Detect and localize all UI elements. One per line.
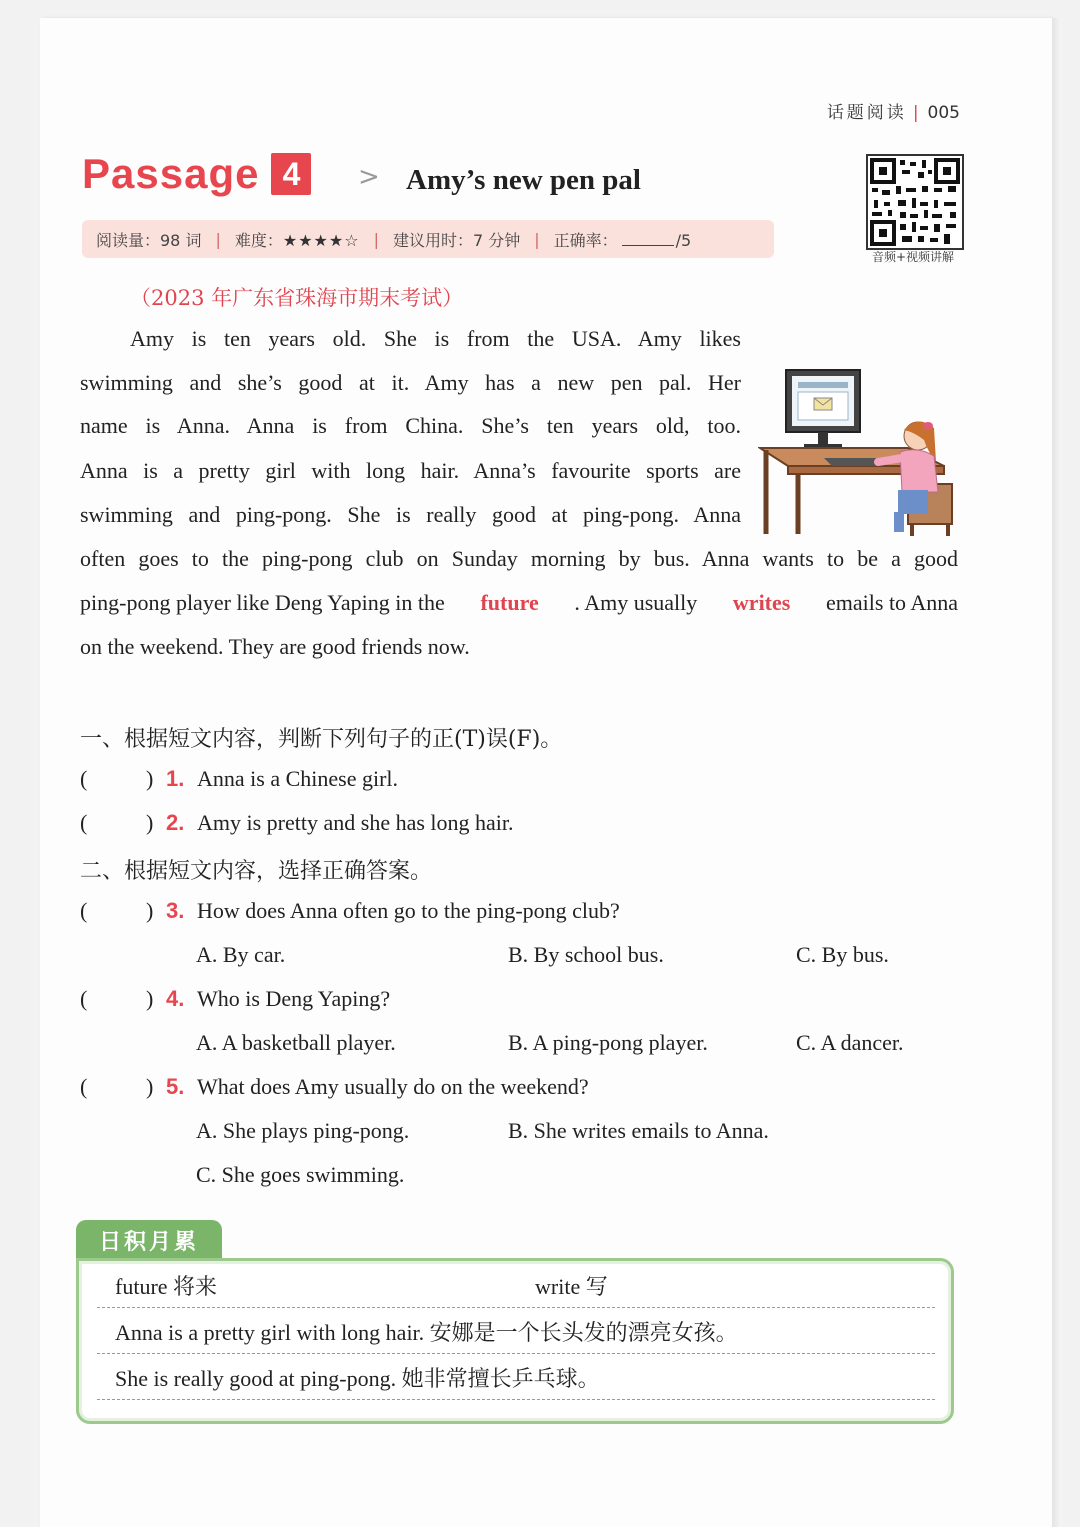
highlight-word-writes: writes [732,590,791,615]
header-divider: | [912,103,922,123]
difficulty [221,228,374,251]
chevron-right-icon: > [358,162,380,192]
accuracy-label: 正确率： [553,230,618,250]
passage-line-3: name is Anna. Anna is from China. She’s ten years old, too. [80,413,741,438]
question-number: 5. [166,1074,185,1099]
vocab-row [97,1353,935,1400]
question-text: Anna is a Chinese girl. [197,766,399,791]
suggested-time: 建议用时：7 分钟 [392,230,521,250]
vocab-box-title: 日积月累 [76,1220,222,1260]
answer-paren-close: ) [146,1074,154,1099]
vocab-sentence-2: She is really good at ping-pong. 她非常擅长乒乓球。 [115,1366,600,1391]
answer-paren-open[interactable]: ( [80,810,88,835]
girl-at-computer-illustration [758,366,958,536]
question-number: 3. [166,898,185,923]
option-c[interactable]: C. A dancer. [796,1030,904,1055]
vocab-sentence-1: Anna is a pretty girl with long hair. 安娜是一个长头发的漂亮女孩。 [115,1320,738,1345]
passage-number-badge: 4 [271,153,311,195]
option-b[interactable]: B. A ping-pong player. [508,1030,708,1055]
passage-heading [82,150,311,198]
answer-paren-open[interactable]: ( [80,1074,88,1099]
star-rating-icon: ★★★★☆ [282,230,360,250]
passage-label: Passage [82,150,260,197]
passage-line-5: swimming and ping-pong. She is really good at ping-pong. Anna [80,502,741,527]
answer-paren-open[interactable]: ( [80,986,88,1011]
option-b[interactable]: B. She writes emails to Anna. [508,1118,769,1143]
passage-line-1: Amy is ten years old. She is from the USA. Amy likes [130,326,741,351]
passage-line-2: swimming and she’s good at it. Amy has a new pen pal. Her [80,370,741,395]
option-a[interactable]: A. She plays ping-pong. [196,1118,410,1143]
info-bar [82,220,774,258]
question-text: What does Amy usually do on the weekend? [197,1074,589,1099]
page-number: 005 [927,103,960,123]
question-number: 4. [166,986,185,1011]
option-c[interactable]: C. She goes swimming. [196,1162,405,1187]
passage-line-8: on the weekend. They are good friends now. [80,634,470,659]
answer-paren-close: ) [146,810,154,835]
vocab-box [76,1258,954,1424]
answer-paren-close: ) [146,986,154,1011]
info-separator: | [215,229,221,249]
answer-paren-close: ) [146,766,154,791]
vocab-row [97,1307,935,1354]
question-text: Who is Deng Yaping? [197,986,391,1011]
accuracy [540,228,706,251]
exam-source: （2023 年广东省珠海市期末考试） [130,286,464,310]
option-a[interactable]: A. A basketball player. [196,1030,396,1055]
qr-code-icon[interactable] [866,154,964,250]
answer-paren-open[interactable]: ( [80,898,88,923]
page-edge [1052,18,1062,1527]
answer-paren-close: ) [146,898,154,923]
text-segment: ping-pong player like Deng Yaping in the [80,590,445,615]
option-c[interactable]: C. By bus. [796,942,889,967]
passage-line-6: often goes to the ping-pong club on Sunday morning by bus. Anna wants to be a good [80,546,958,571]
question-number: 1. [166,766,185,791]
passage-line-4: Anna is a pretty girl with long hair. Anna’s favourite sports are [80,458,741,483]
question-number: 2. [166,810,185,835]
running-header [827,98,960,123]
accuracy-blank[interactable] [622,231,674,246]
question-text: How does Anna often go to the ping-pong club? [197,898,620,923]
passage-line-7 [80,590,958,616]
answer-paren-open[interactable]: ( [80,766,88,791]
section-title: 话题阅读 [826,103,907,123]
vocab-row [97,1261,935,1308]
option-b[interactable]: B. By school bus. [508,942,664,967]
passage-title: Amy’s new pen pal [406,164,641,196]
info-separator: | [534,229,540,249]
accuracy-suffix: /5 [675,230,692,250]
word-count: 阅读量：98 词 [96,230,202,250]
text-segment: emails to Anna [826,590,958,615]
difficulty-label: 难度： [234,230,283,250]
info-separator: | [373,229,379,249]
section-2-title: 二、根据短文内容，选择正确答案。 [80,859,433,884]
vocab-word-future: future 将来 [115,1274,218,1299]
highlight-word-future: future [480,590,539,615]
option-a[interactable]: A. By car. [196,942,286,967]
question-text: Amy is pretty and she has long hair. [197,810,514,835]
qr-caption: 音频+视频讲解 [871,250,955,264]
text-segment: . Amy usually [574,590,698,615]
section-1-title: 一、根据短文内容，判断下列句子的正(T)误(F)。 [80,727,563,752]
vocab-word-write: write 写 [535,1274,608,1299]
